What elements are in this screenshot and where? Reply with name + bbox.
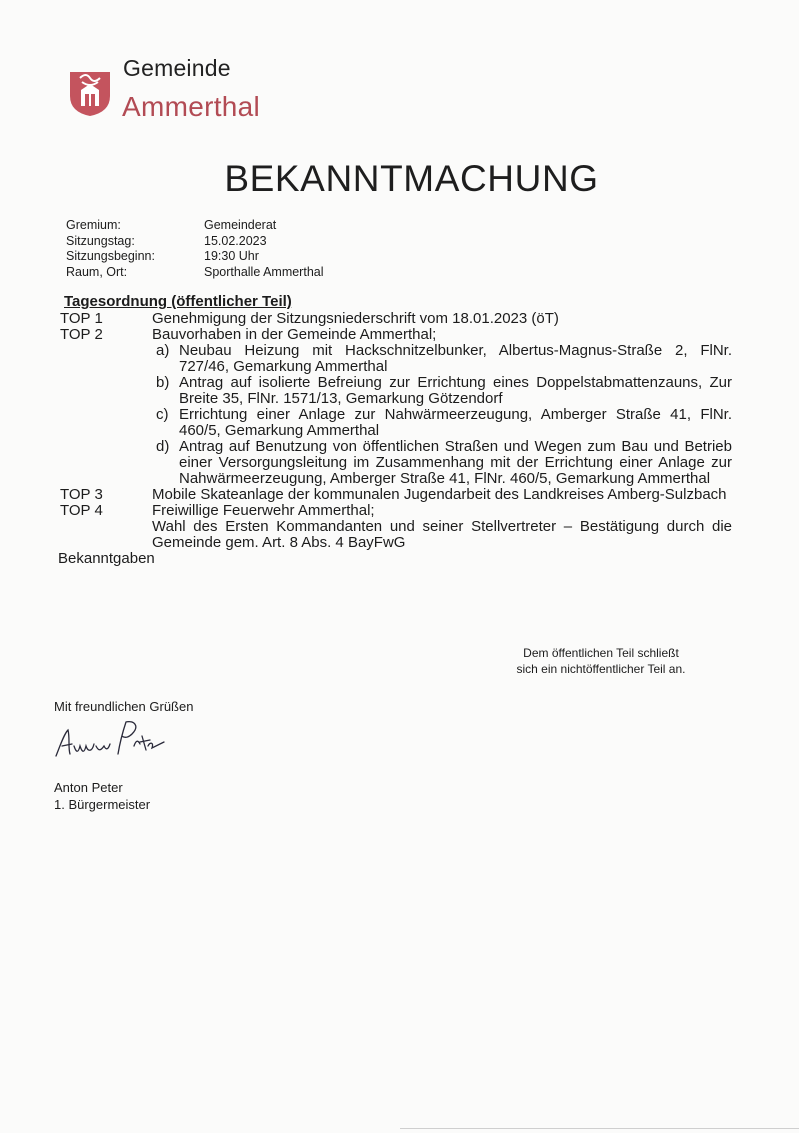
announcements: Bekanntgaben (58, 550, 155, 567)
agenda-heading: Tagesordnung (öffentlicher Teil) (64, 293, 292, 310)
signer-role: 1. Bürgermeister (54, 797, 151, 812)
signer-block (54, 779, 150, 813)
subitem-letter: d) (156, 438, 170, 455)
agenda-text: Bauvorhaben in der Gemeinde Ammerthal; (152, 326, 437, 343)
meta-label: Gremium: (66, 218, 121, 232)
agenda-text-continued: Wahl des Ersten Kommandanten und seiner Stellvertreter – Bestätigung durch die Gemeinde gem. Art. 8 Abs. 4 BayFwG (152, 518, 732, 551)
agenda-text: Freiwillige Feuerwehr Ammerthal; (152, 502, 375, 519)
agenda-subitem-a (156, 343, 732, 375)
org-name-line2: Ammerthal (122, 91, 261, 122)
meta-label: Sitzungsbeginn: (66, 249, 155, 263)
subitem-text: Errichtung einer Anlage zur Nahwärmeerzeugung, Amberger Straße 41, FlNr. 460/5, Gemarkung Ammerthal (179, 406, 732, 439)
agenda-item-top4 (60, 503, 732, 551)
meta-value: 19:30 Uhr (204, 249, 259, 263)
coat-of-arms-icon (68, 70, 112, 118)
agenda-subitem-b (156, 375, 732, 407)
agenda-item-top1 (60, 311, 732, 327)
greeting: Mit freundlichen Grüßen (54, 699, 194, 714)
scan-artifact-line (400, 1128, 799, 1129)
agenda-number: TOP 3 (60, 486, 103, 503)
subitem-letter: c) (156, 406, 169, 423)
meta-row-location (66, 265, 324, 281)
closing-note-line2: sich ein nichtöffentlicher Teil an. (516, 662, 686, 676)
agenda-number: TOP 1 (60, 310, 103, 327)
subitem-letter: b) (156, 374, 170, 391)
signature-icon (52, 716, 182, 762)
subitem-text: Antrag auf isolierte Befreiung zur Errichtung eines Doppelstabmattenzauns, Zur Breite 35, FlNr. 1571/13, Gemarkung Götzendorf (179, 374, 732, 407)
agenda-subitem-c (156, 407, 732, 439)
agenda-subitem-d (156, 439, 732, 487)
agenda-number: TOP 4 (60, 502, 103, 519)
meta-label: Raum, Ort: (66, 264, 128, 279)
meta-row-date (66, 234, 324, 250)
agenda-text: Mobile Skateanlage der kommunalen Jugendarbeit des Landkreises Amberg-Sulzbach (152, 486, 727, 503)
meta-value: 15.02.2023 (204, 233, 267, 248)
agenda-item-top2 (60, 327, 732, 487)
closing-note-line1: Dem öffentlichen Teil schließt (523, 646, 679, 660)
page-title: BEKANNTMACHUNG (224, 158, 599, 199)
subitem-text: Neubau Heizung mit Hackschnitzelbunker, Albertus-Magnus-Straße 2, FlNr. 727/46, Gemarkung Ammerthal (179, 342, 732, 375)
subitem-letter: a) (156, 342, 170, 359)
org-name-line1: Gemeinde (123, 55, 231, 81)
agenda-list (60, 311, 732, 567)
meta-label: Sitzungstag: (66, 233, 135, 248)
agenda-text: Genehmigung der Sitzungsniederschrift vom 18.01.2023 (öT) (152, 310, 559, 327)
closing-note (506, 645, 696, 677)
meta-row-start (66, 249, 324, 265)
meta-value: Gemeinderat (204, 218, 277, 232)
meta-value: Sporthalle Ammerthal (204, 264, 324, 279)
agenda-number: TOP 2 (60, 326, 103, 343)
subitem-text: Antrag auf Benutzung von öffentlichen Straßen und Wegen zum Bau und Betrieb einer Versorgungsleitung im Zusammenhang mit der Errichtung einer Anlage zur Nahwärmeerzeugung, Amberger Straße 41, FlNr. 460/5, Gemarkung Ammerthal (179, 438, 732, 487)
meeting-info (66, 218, 324, 280)
agenda-subitems (152, 343, 732, 487)
signer-name: Anton Peter (54, 780, 123, 795)
agenda-item-top3 (60, 487, 732, 503)
meta-row-gremium (66, 218, 324, 234)
